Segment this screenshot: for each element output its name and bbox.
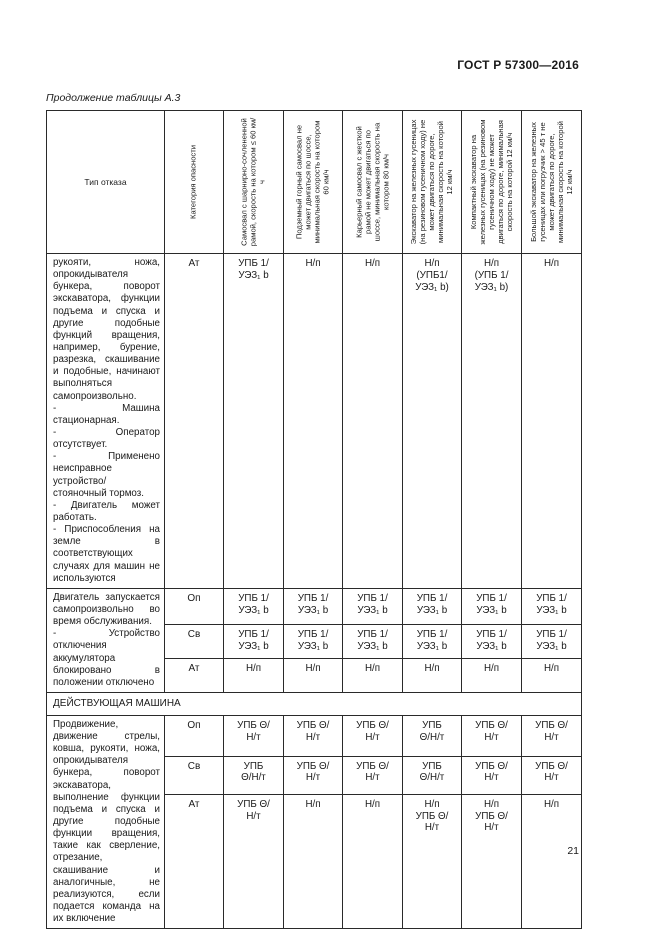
value-cell: Н/п (343, 794, 403, 928)
category-cell: Ат (165, 254, 224, 589)
failure-type-cell: Продвижение, движение стрелы, ковша, рукояти, ножа, опрокидывателя бункера, поворот экскаватора, выполнение функции подъема и спуска и другие подобные функции вращения, такие как сверление, отрезание, скашивание и аналогичные, не реализуются, если подается команда на их включение (47, 715, 165, 928)
table-header-row (47, 111, 582, 254)
table-row (47, 715, 582, 756)
table-row (47, 254, 582, 589)
value-cell: УПБ 1/ УЭЗ₁ b (224, 588, 284, 624)
value-cell: УПБ 1/ УЭЗ₁ b (343, 588, 403, 624)
failure-type-cell: рукояти, ножа, опрокидывателя бункера, поворот экскаватора, функции подъема и спуска и другие подобные функций вращения, например, бурение, разрезка, скашивание и подобные, начинают выполняться самопроизвольно. - Машина стационарная. - Оператор отсутствует. - Применено неисправное устройство/ стояночный тормоз. - Двигатель может работать. - Приспособления на земле в соответствующих случаях для машин не используются (47, 254, 165, 589)
value-cell: УПБ 1/ УЭЗ₁ b (224, 254, 284, 589)
value-cell: УПБ 1/ УЭЗ₁ b (522, 624, 582, 658)
value-cell: Н/п (284, 254, 343, 589)
category-cell: Ат (165, 658, 224, 692)
value-cell: УПБ 1/ УЭЗ₁ b (462, 624, 522, 658)
category-cell: Оп (165, 588, 224, 624)
failure-type-cell: Двигатель запускается самопроизвольно во время обслуживания. - Устройство отключения аккумулятора блокировано в положении отключено (47, 588, 165, 692)
value-cell: Н/п (522, 794, 582, 928)
value-cell: УПБ Θ/ Н/т (522, 715, 582, 756)
category-cell: Св (165, 756, 224, 794)
value-cell: УПБ 1/ УЭЗ₁ b (403, 588, 462, 624)
standard-number: ГОСТ Р 57300—2016 (457, 58, 579, 72)
value-cell: Н/п (284, 794, 343, 928)
value-cell: Н/п (284, 658, 343, 692)
value-cell: Н/п УПБ Θ/ Н/т (403, 794, 462, 928)
value-cell: УПБ Θ/ Н/т (343, 756, 403, 794)
value-cell: Н/п (343, 254, 403, 589)
value-cell: Н/п (УПБ 1/ УЭЗ₁ b) (462, 254, 522, 589)
value-cell: УПБ Θ/ Н/т (224, 715, 284, 756)
page-number: 21 (567, 845, 579, 857)
value-cell: УПБ Θ/ Н/т (284, 756, 343, 794)
value-cell: Н/п (343, 658, 403, 692)
header-rigid-dump-truck: Карьерный самосвал с жесткой рамой не может двигаться по шоссе, минимальная скорость на котором 80 км/ч (343, 111, 403, 254)
section-row (47, 692, 582, 715)
value-cell: УПБ 1/ УЭЗ₁ b (343, 624, 403, 658)
value-cell: УПБ 1/ УЭЗ₁ b (284, 588, 343, 624)
value-cell: УПБ 1/ УЭЗ₁ b (284, 624, 343, 658)
value-cell: Н/п УПБ Θ/ Н/т (462, 794, 522, 928)
category-cell: Оп (165, 715, 224, 756)
table-row (47, 588, 582, 624)
category-cell: Ат (165, 794, 224, 928)
header-underground-dump-truck: Подземный горный самосвал не может двигаться по шоссе, минимальная скорость на котором 60 км/ч (284, 111, 343, 254)
value-cell: УПБ 1/ УЭЗ₁ b (522, 588, 582, 624)
category-cell: Св (165, 624, 224, 658)
value-cell: Н/п (522, 658, 582, 692)
section-heading: ДЕЙСТВУЮЩАЯ МАШИНА (47, 692, 582, 715)
header-failure-type: Тип отказа (47, 111, 165, 254)
value-cell: УПБ Θ/Н/т (403, 715, 462, 756)
table-continuation-caption: Продолжение таблицы А.3 (46, 92, 181, 104)
value-cell: Н/п (462, 658, 522, 692)
value-cell: Н/п (УПБ1/ УЭЗ₁ b) (403, 254, 462, 589)
header-compact-excavator: Компактный экскаватор на железных гусеницах (на резиновом гусеничном ходу) не может двигаться по дороге, минимальная скорость на которой 12 км/ч (462, 111, 522, 254)
header-articulated-dump-truck: Самосвал с шарнирно-сочлененной рамой, скорость на котором ≤ 60 км/ч (224, 111, 284, 254)
value-cell: УПБ Θ/Н/т (403, 756, 462, 794)
value-cell: УПБ Θ/ Н/т (462, 756, 522, 794)
value-cell: УПБ Θ/ Н/т (224, 794, 284, 928)
hazard-table (46, 110, 582, 929)
value-cell: УПБ Θ/ Н/т (462, 715, 522, 756)
value-cell: УПБ 1/ УЭЗ₁ b (403, 624, 462, 658)
value-cell: Н/п (224, 658, 284, 692)
header-large-excavator: Большой экскаватор на железных гусеницах или погрузчик > 45 т не может двигаться по дороге, минимальная скорость на которой 12 км/ч (522, 111, 582, 254)
value-cell: УПБ 1/ УЭЗ₁ b (462, 588, 522, 624)
value-cell: УПБ Θ/ Н/т (343, 715, 403, 756)
header-hazard-category: Категория опасности (165, 111, 224, 254)
value-cell: УПБ Θ/ Н/т (522, 756, 582, 794)
value-cell: УПБ Θ/Н/т (224, 756, 284, 794)
value-cell: УПБ Θ/ Н/т (284, 715, 343, 756)
header-crawler-excavator: Экскаватор на железных гусеницах (на резиновом гусеничном ходу) не может двигаться по дороге, минимальная скорость на которой 12 км/ч (403, 111, 462, 254)
value-cell: УПБ 1/ УЭЗ₁ b (224, 624, 284, 658)
value-cell: Н/п (522, 254, 582, 589)
value-cell: Н/п (403, 658, 462, 692)
